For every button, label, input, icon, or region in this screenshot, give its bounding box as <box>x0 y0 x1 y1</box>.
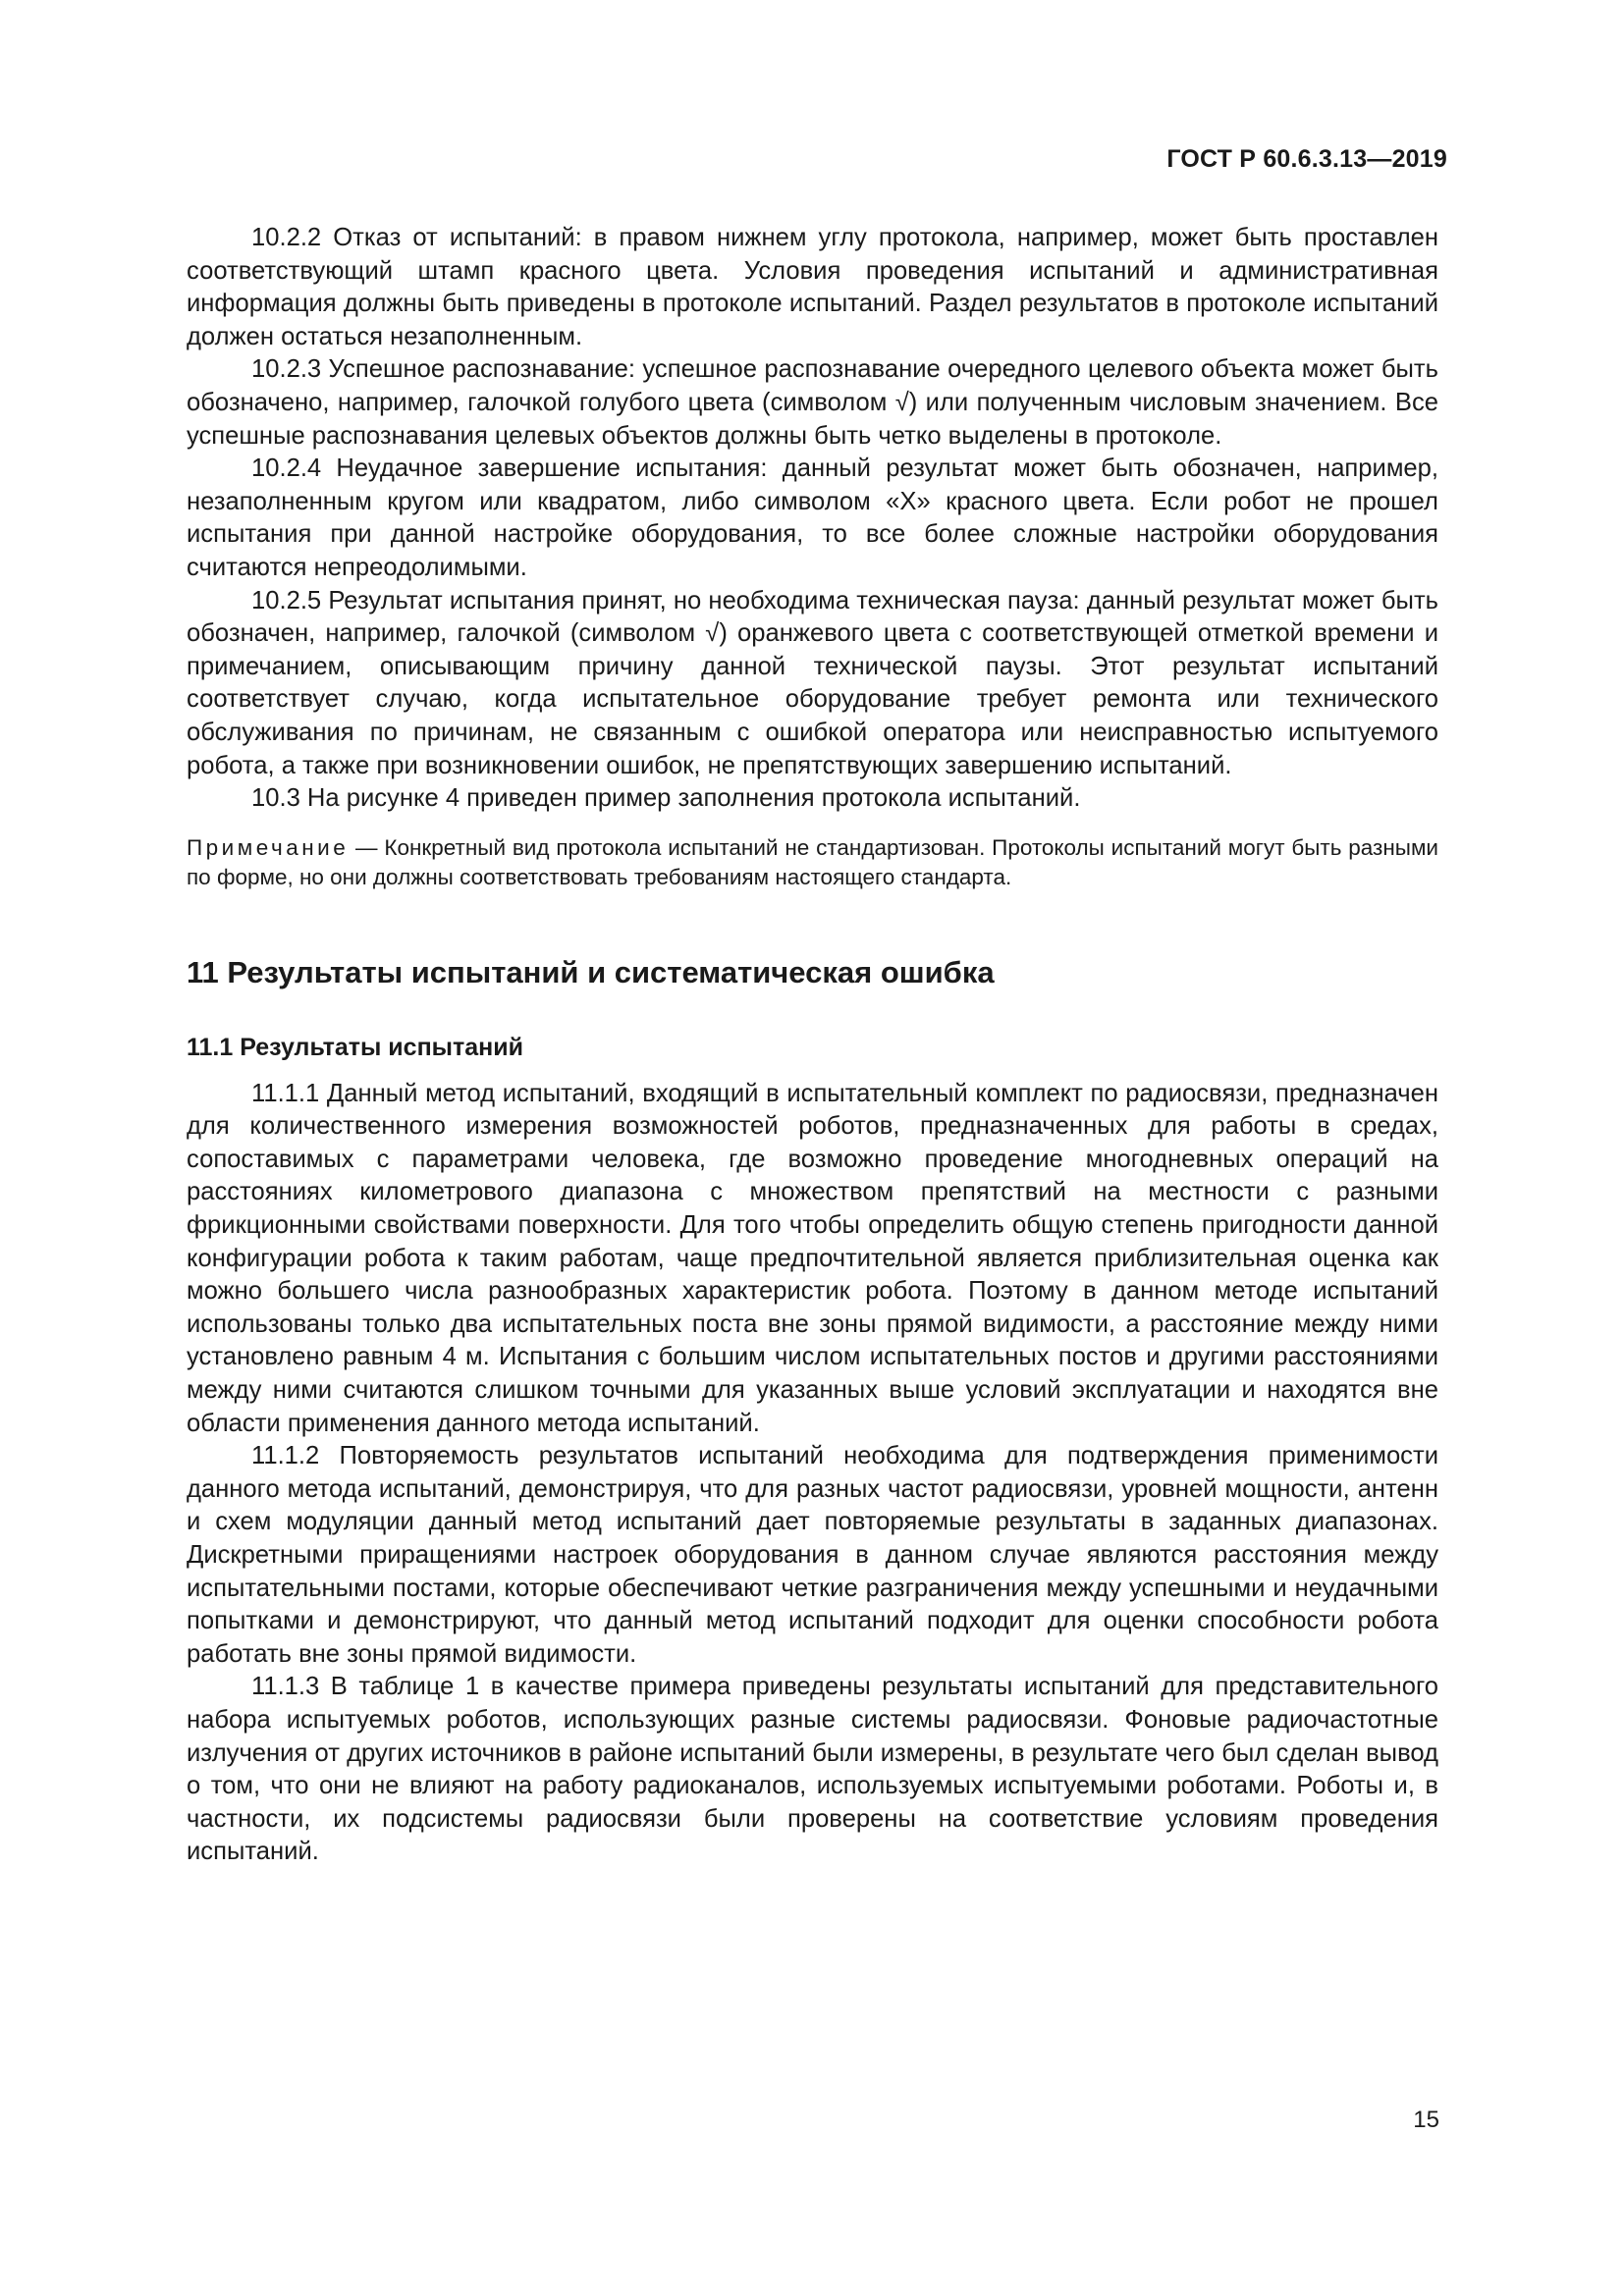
subsection-title: 11.1 Результаты испытаний <box>187 1033 524 1061</box>
section-title: 11 Результаты испытаний и систематическая ошибка <box>187 954 995 989</box>
paragraph-10-2-5: 10.2.5 Результат испытания принят, но необходима техническая пауза: данный результат может быть обозначен, например, галочкой (символом √) оранжевого цвета с соответствующей отметкой времени и примечанием, описывающим причину данной технической паузы. Этот результат испытаний соответствует случаю, когда испытательное оборудование требует ремонта или технического обслуживания по причинам, не связанным с ошибкой оператора или неисправностью испытуемого робота, а также при возникновении ошибок, не препятствующих завершению испытаний. <box>187 586 1438 779</box>
paragraph-11-1-3: 11.1.3 В таблице 1 в качестве примера приведены результаты испытаний для представительного набора испытуемых роботов, использующих разные системы радиосвязи. Фоновые радиочастотные излучения от других источников в районе испытаний были измерены, в результате чего был сделан вывод о том, что они не влияют на работу радиоканалов, используемых испытуемыми роботами. Роботы и, в частности, их подсистемы радиосвязи были проверены на соответствие условиям проведения испытаний. <box>187 1673 1438 1866</box>
paragraph-10-2-4: 10.2.4 Неудачное завершение испытания: данный результат может быть обозначен, например, незаполненным кругом или квадратом, либо символом «X» красного цвета. Если робот не прошел испытания при данной настройке оборудования, то все более сложные настройки оборудования считаются непреодолимыми. <box>187 454 1438 581</box>
note-text: — Конкретный вид протокола испытаний не стандартизован. Протоколы испытаний могут быть разными по форме, но они должны соответствовать требованиям настоящего стандарта. <box>187 834 1438 889</box>
paragraph-10-2-2: 10.2.2 Отказ от испытаний: в правом нижнем углу протокола, например, может быть проставлен соответствующий штамп красного цвета. Условия проведения испытаний и административная информация должны быть приведены в протоколе испытаний. Раздел результатов в протоколе испытаний должен остаться незаполненным. <box>187 224 1438 350</box>
note-label: Примечание <box>187 834 350 860</box>
paragraph-11-1-2: 11.1.2 Повторяемость результатов испытаний необходима для подтверждения применимости данного метода испытаний, демонстрируя, что для разных частот радиосвязи, уровней мощности, антенн и схем модуляции данный метод испытаний дает повторяемые результаты в заданных диапазонах. Дискретными приращениями настроек оборудования в данном случае являются расстояния между испытательными постами, которые обеспечивают четкие разграничения между успешными и неудачными попытками и демонстрируют, что данный метод испытаний подходит для оценки способности робота работать вне зоны прямой видимости. <box>187 1442 1438 1668</box>
paragraph-10-3: 10.3 На рисунке 4 приведен пример заполнения протокола испытаний. <box>251 784 1081 813</box>
standard-code-header: ГОСТ Р 60.6.3.13—2019 <box>1166 145 1447 173</box>
note <box>187 833 1438 892</box>
paragraph-10-2-3: 10.2.3 Успешное распознавание: успешное распознавание очередного целевого объекта может быть обозначено, например, галочкой голубого цвета (символом √) или полученным числовым значением. Все успешные распознавания целевых объектов должны быть четко выделены в протоколе. <box>187 355 1438 450</box>
page-content <box>187 222 1438 1869</box>
page-number: 15 <box>1413 2107 1439 2133</box>
paragraph-11-1-1: 11.1.1 Данный метод испытаний, входящий в испытательный комплект по радиосвязи, предназначен для количественного измерения возможностей роботов, предназначенных для работы в средах, сопоставимых с параметрами человека, где возможно проведение многодневных операций на расстояниях километрового диапазона с множеством препятствий на местности с разными фрикционными свойствами поверхности. Для того чтобы определить общую степень пригодности данной конфигурации робота к таким работам, чаще предпочтительной является приблизительная оценка как можно большего числа разнообразных характеристик робота. Поэтому в данном методе испытаний использованы только два испытательных поста вне зоны прямой видимости, а расстояние между ними установлено равным 4 м. Испытания с большим числом испытательных постов и другими расстояниями между ними считаются слишком точными для указанных выше условий эксплуатации и находятся вне области применения данного метода испытаний. <box>187 1079 1438 1437</box>
